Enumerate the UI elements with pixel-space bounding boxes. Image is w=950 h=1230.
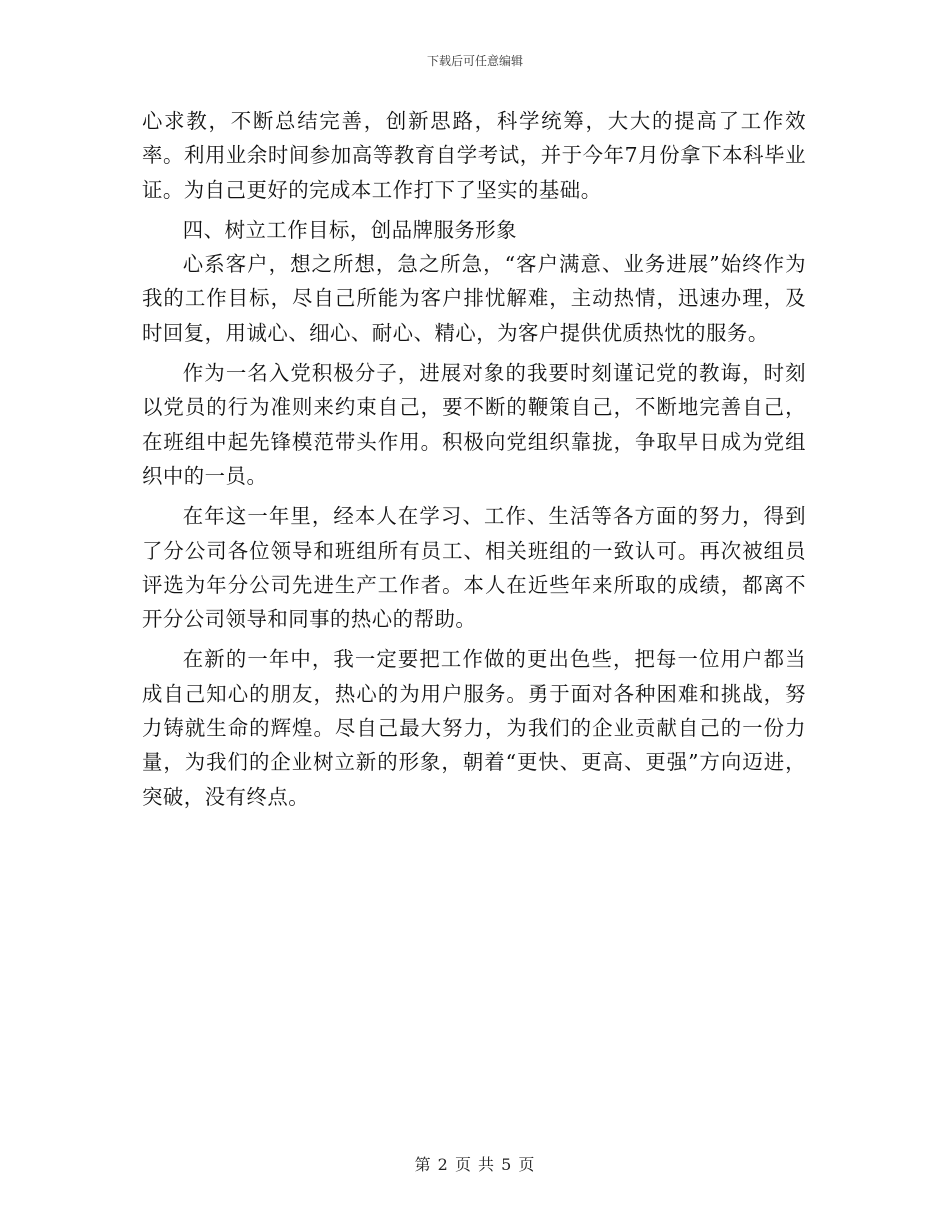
paragraph-customer-service: 心系客户，想之所想，急之所急，“客户满意、业务进展”始终作为我的工作目标，尽自己所能为客户排忧解难，主动热情，迅速办理，及时回复，用诚心、细心、耐心、精心，为客户提供优质热忱的服务。 xyxy=(142,252,806,345)
paragraph-party-activist: 作为一名入党积极分子，进展对象的我要时刻谨记党的教诲，时刻以党员的行为准则来约束自己，要不断的鞭策自己，不断地完善自己，在班组中起先锋模范带头作用。积极向党组织靠拢，争取早日成为党组织中的一员。 xyxy=(142,361,806,488)
paragraph-continuation: 心求教，不断总结完善，创新思路，科学统筹，大大的提高了工作效率。利用业余时间参加高等教育自学考试，并于今年7月份拿下本科毕业证。为自己更好的完成本工作打下了坚实的基础。 xyxy=(142,109,806,202)
section-heading-four: 四、树立工作目标，创品牌服务形象 xyxy=(182,217,518,242)
page-number-footer: 第 2 页 共 5 页 xyxy=(414,1155,536,1174)
page-header-note: 下载后可任意编辑 xyxy=(426,54,523,68)
paragraph-year-review: 在年这一年里，经本人在学习、工作、生活等各方面的努力，得到了分公司各位领导和班组所有员工、相关班组的一致认可。再次被组员评选为年分公司先进生产工作者。本人在近些年来所取的成绩，都离不开分公司领导和同事的热心的帮助。 xyxy=(142,504,806,632)
paragraph-new-year-goals: 在新的一年中，我一定要把工作做的更出色些，把每一位用户都当成自己知心的朋友，热心的为用户服务。勇于面对各种困难和挑战，努力铸就生命的辉煌。尽自己最大努力，为我们的企业贡献自己的一份力量，为我们的企业树立新的形象，朝着“更快、更高、更强”方向迈进，突破，没有终点。 xyxy=(142,647,806,809)
document-body xyxy=(142,104,806,814)
